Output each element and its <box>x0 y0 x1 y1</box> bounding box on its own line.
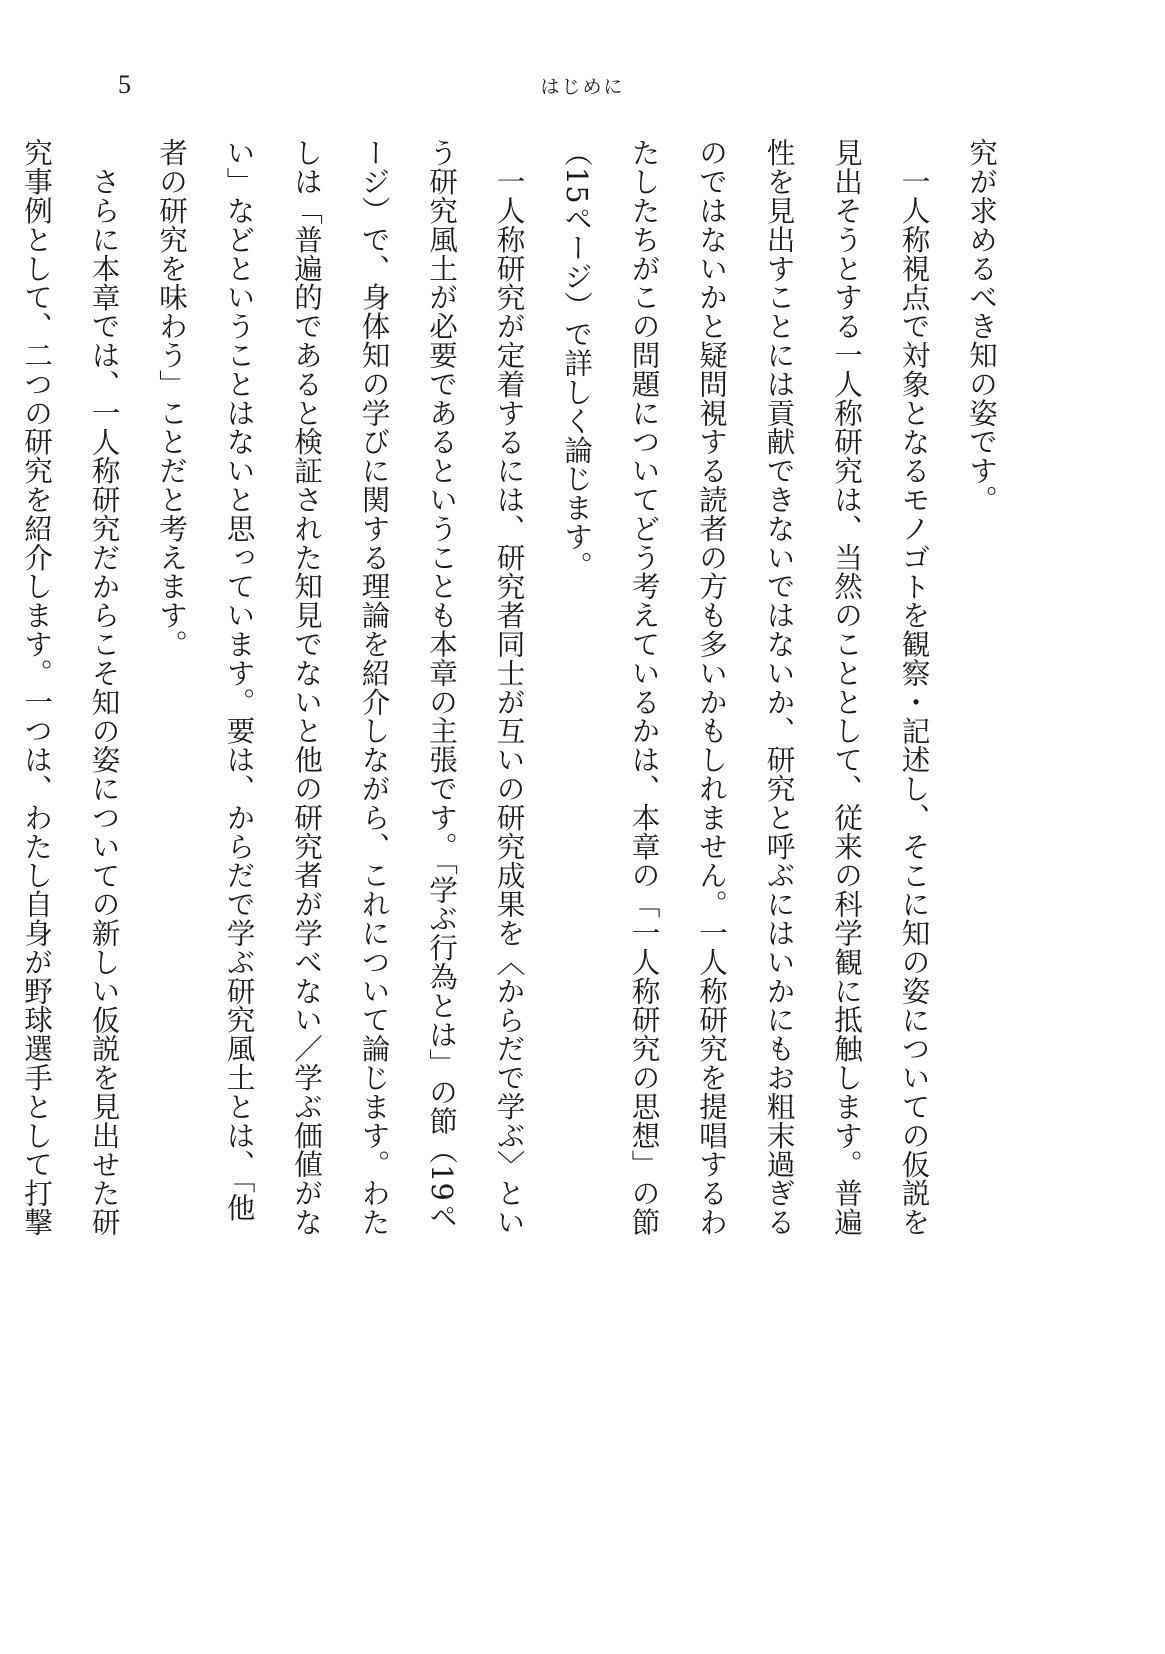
paragraph: さらに本章では、一人称研究だからこそ知の姿についての新しい仮説を見出せた研究事例として、二つの研究を紹介します。一つは、わたし自身が野球選手として打撃 <box>20 138 122 1237</box>
paragraph-continued: 究が求めるべき知の姿です。 <box>965 138 999 514</box>
paragraph: 一人称研究が定着するには、研究者同士が互いの研究成果を〈からだで学ぶ〉という研究風土が必要であるということも本章の主張です。「学ぶ行為とは」の節（19ページ）で、身体知の学びに関する理論を紹介しながら、これについて論じます。わたしは「普遍的であると検証された知見でないと他の研究者が学べない／学ぶ価値がない」などということはないと思っています。要は、からだで学ぶ研究風土とは、「他者の研究を味わう」ことだと考えます。 <box>155 138 527 1237</box>
page-number: 5 <box>118 70 131 99</box>
running-head: はじめに <box>540 76 625 98</box>
body-text <box>0 138 1015 1248</box>
paragraph: 一人称視点で対象となるモノゴトを観察・記述し、そこに知の姿についての仮説を見出そうとする一人称研究は、当然のこととして、従来の科学観に抵触します。普遍性を見出すことには貢献できないではないか、研究と呼ぶにはいかにもお粗末過ぎるのではないかと疑問視する読者の方も多いかもしれません。一人称研究を提唱するわたしたちがこの問題についてどう考えているかは、本章の「一人称研究の思想」の節（15ページ）で詳しく論じます。 <box>560 138 932 1237</box>
